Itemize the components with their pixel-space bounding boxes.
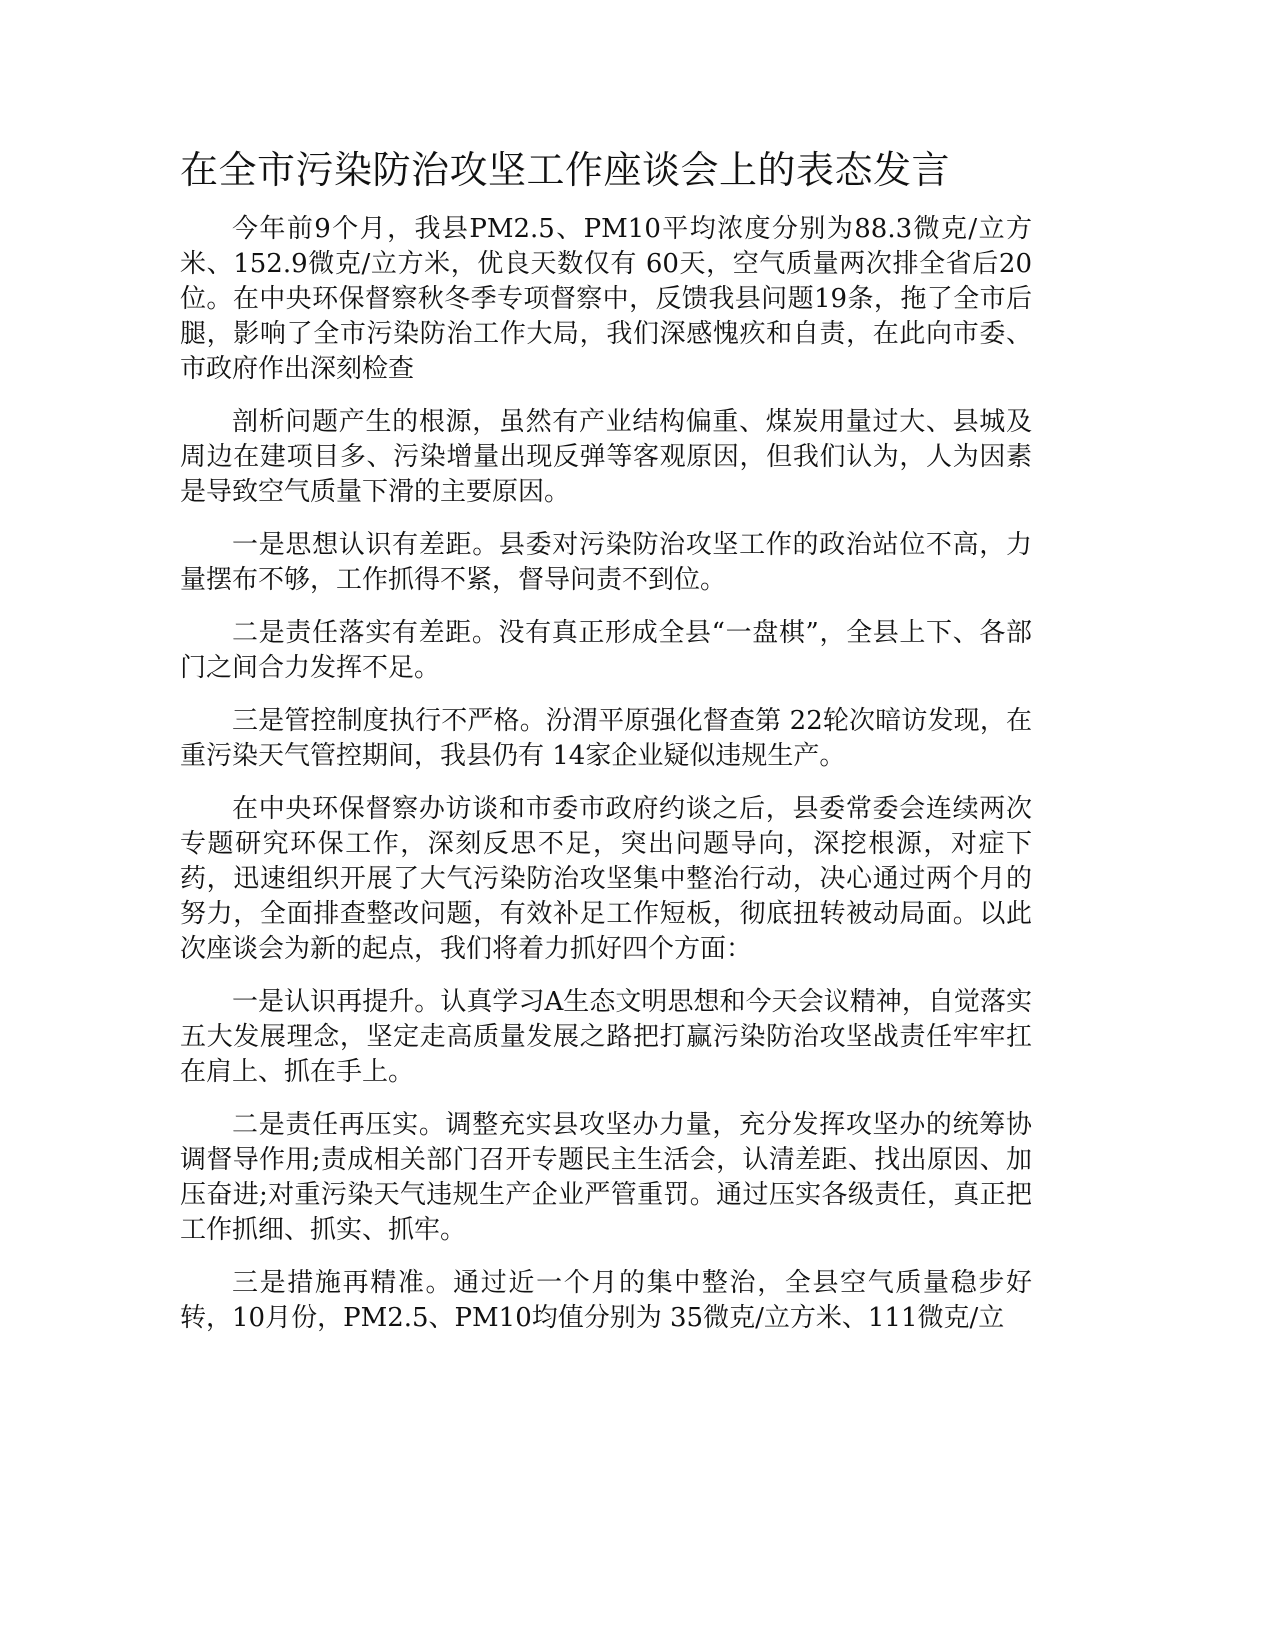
- document-page: [180, 146, 1032, 1354]
- document-title: 在全市污染防治攻坚工作座谈会上的表态发言: [180, 148, 951, 192]
- paragraph-7: 一是认识再提升。认真学习A生态文明思想和今天会议精神，自觉落实五大发展理念，坚定走高质量发展之路把打赢污染防治攻坚战责任牢牢扛在肩上、抓在手上。: [180, 987, 1032, 1087]
- paragraph-5: 三是管控制度执行不严格。汾渭平原强化督查第 22轮次暗访发现，在重污染天气管控期间，我县仍有 14家企业疑似违规生产。: [180, 706, 1032, 771]
- paragraph-8: 二是责任再压实。调整充实县攻坚办力量，充分发挥攻坚办的统筹协调督导作用;责成相关部门召开专题民主生活会，认清差距、找出原因、加压奋进;对重污染天气违规生产企业严管重罚。通过压实各级责任，真正把工作抓细、抓实、抓牢。: [180, 1110, 1032, 1245]
- paragraph-1: 今年前9个月，我县PM2.5、PM10平均浓度分别为88.3微克/立方米、152.9微克/立方米，优良天数仅有 60天，空气质量两次排全省后20位。在中央环保督察秋冬季专项督察中，反馈我县问题19条，拖了全市后腿，影响了全市污染防治工作大局，我们深感愧疚和自责，在此向市委、市政府作出深刻检查: [180, 214, 1032, 384]
- paragraph-2: 剖析问题产生的根源，虽然有产业结构偏重、煤炭用量过大、县城及周边在建项目多、污染增量出现反弹等客观原因，但我们认为，人为因素是导致空气质量下滑的主要原因。: [180, 407, 1032, 507]
- paragraph-9: 三是措施再精准。通过近一个月的集中整治，全县空气质量稳步好转，10月份，PM2.5、PM10均值分别为 35微克/立方米、111微克/立: [180, 1268, 1032, 1333]
- paragraph-6: 在中央环保督察办访谈和市委市政府约谈之后，县委常委会连续两次专题研究环保工作，深刻反思不足，突出问题导向，深挖根源，对症下药，迅速组织开展了大气污染防治攻坚集中整治行动，决心通过两个月的努力，全面排查整改问题，有效补足工作短板，彻底扭转被动局面。以此次座谈会为新的起点，我们将着力抓好四个方面：: [180, 794, 1032, 964]
- paragraph-3: 一是思想认识有差距。县委对污染防治攻坚工作的政治站位不高，力量摆布不够，工作抓得不紧，督导问责不到位。: [180, 530, 1032, 595]
- paragraph-4: 二是责任落实有差距。没有真正形成全县“一盘棋”，全县上下、各部门之间合力发挥不足。: [180, 618, 1032, 683]
